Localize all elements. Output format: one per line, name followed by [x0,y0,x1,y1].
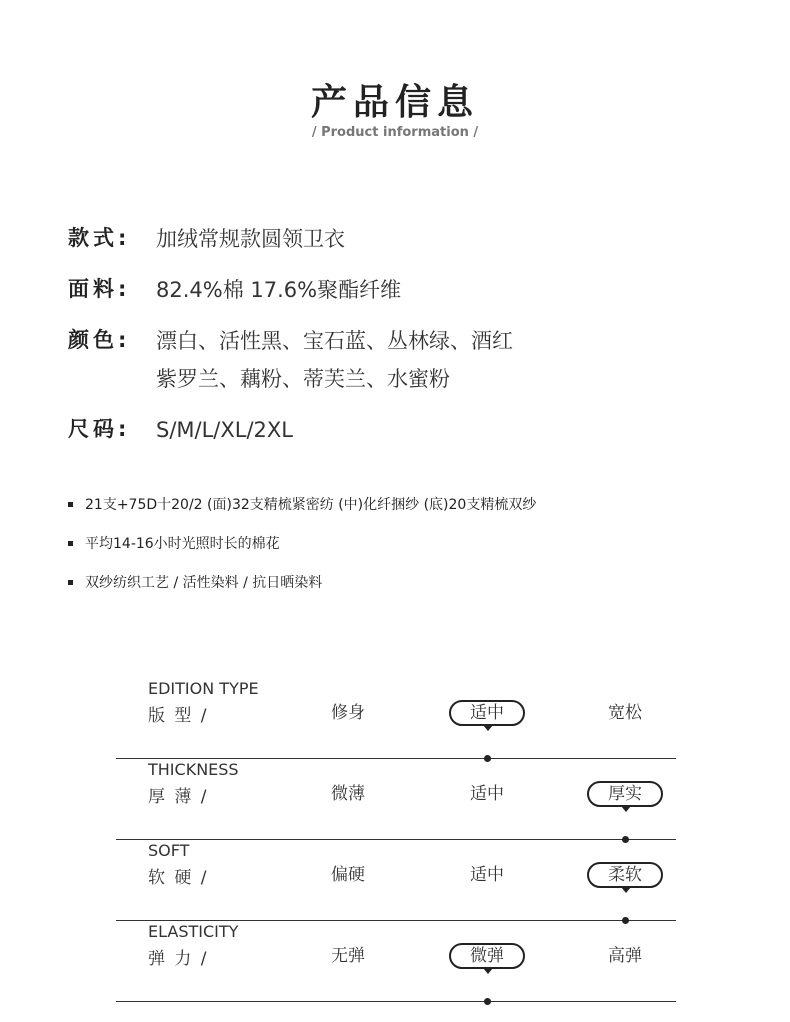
feature-item [68,494,536,514]
feature-text: 双纱纺织工艺 / 活性染料 / 抗日晒染料 [85,575,323,591]
attribute-en-label: SOFT [148,841,190,860]
attribute-en-label: ELASTICITY [148,922,239,941]
attribute-option: 柔软 [587,862,663,888]
bullet-icon [68,502,73,507]
attribute-option: 微弹 [449,943,525,969]
colors-value-line2: 紫罗兰、藕粉、蒂芙兰、水蜜粉 [156,367,450,391]
fabric-label: 面料: [68,277,131,301]
attribute-option: 微薄 [331,784,365,804]
attribute-marker [484,998,491,1005]
attribute-scale-line [116,839,676,840]
style-value: 加绒常规款圆领卫衣 [156,227,345,251]
feature-list [68,494,536,611]
attribute-cn-label: 弹 力 / [148,949,209,969]
bullet-icon [68,580,73,585]
page-subtitle: / Product information / [311,125,479,140]
attribute-en-label: THICKNESS [148,760,239,779]
attribute-option: 无弹 [331,946,365,966]
attribute-option: 厚实 [587,781,663,807]
attribute-scale-line [116,758,676,759]
attribute-cn-label: 厚 薄 / [148,787,209,807]
sizes-label: 尺码: [68,417,131,441]
attribute-option: 适中 [449,700,525,726]
bullet-icon [68,541,73,546]
colors-row [68,322,728,398]
product-info [68,220,728,462]
attribute-cn-label: 版 型 / [148,706,209,726]
feature-item [68,533,536,553]
attribute-soft [116,841,676,921]
attribute-option: 宽松 [608,703,642,723]
fabric-row [68,271,728,309]
attribute-edition-type [116,679,676,759]
attribute-option: 偏硬 [331,865,365,885]
attribute-scale-line [116,920,676,921]
feature-item [68,572,536,592]
attribute-scale-line [116,1001,676,1002]
attribute-option: 适中 [470,865,504,885]
style-label: 款式: [68,226,131,250]
colors-label: 颜色: [68,328,131,352]
feature-text: 平均14-16小时光照时长的棉花 [85,536,280,552]
attribute-option: 修身 [331,703,365,723]
feature-text: 21支+75D十20/2 (面)32支精梳紧密纺 (中)化纤捆纱 (底)20支精梳双纱 [85,497,537,513]
sizes-row [68,411,728,449]
attribute-en-label: EDITION TYPE [148,679,259,698]
attribute-cn-label: 软 硬 / [148,868,209,888]
attribute-option: 高弹 [608,946,642,966]
style-row [68,220,728,258]
attribute-option: 适中 [470,784,504,804]
fabric-value: 82.4%棉 17.6%聚酯纤维 [156,278,402,302]
sizes-value: S/M/L/XL/2XL [156,418,293,442]
attribute-elasticity [116,922,676,1002]
page-title: 产品信息 [310,82,479,123]
attribute-thickness [116,760,676,840]
colors-value-line1: 漂白、活性黑、宝石蓝、丛林绿、酒红 [156,329,513,353]
